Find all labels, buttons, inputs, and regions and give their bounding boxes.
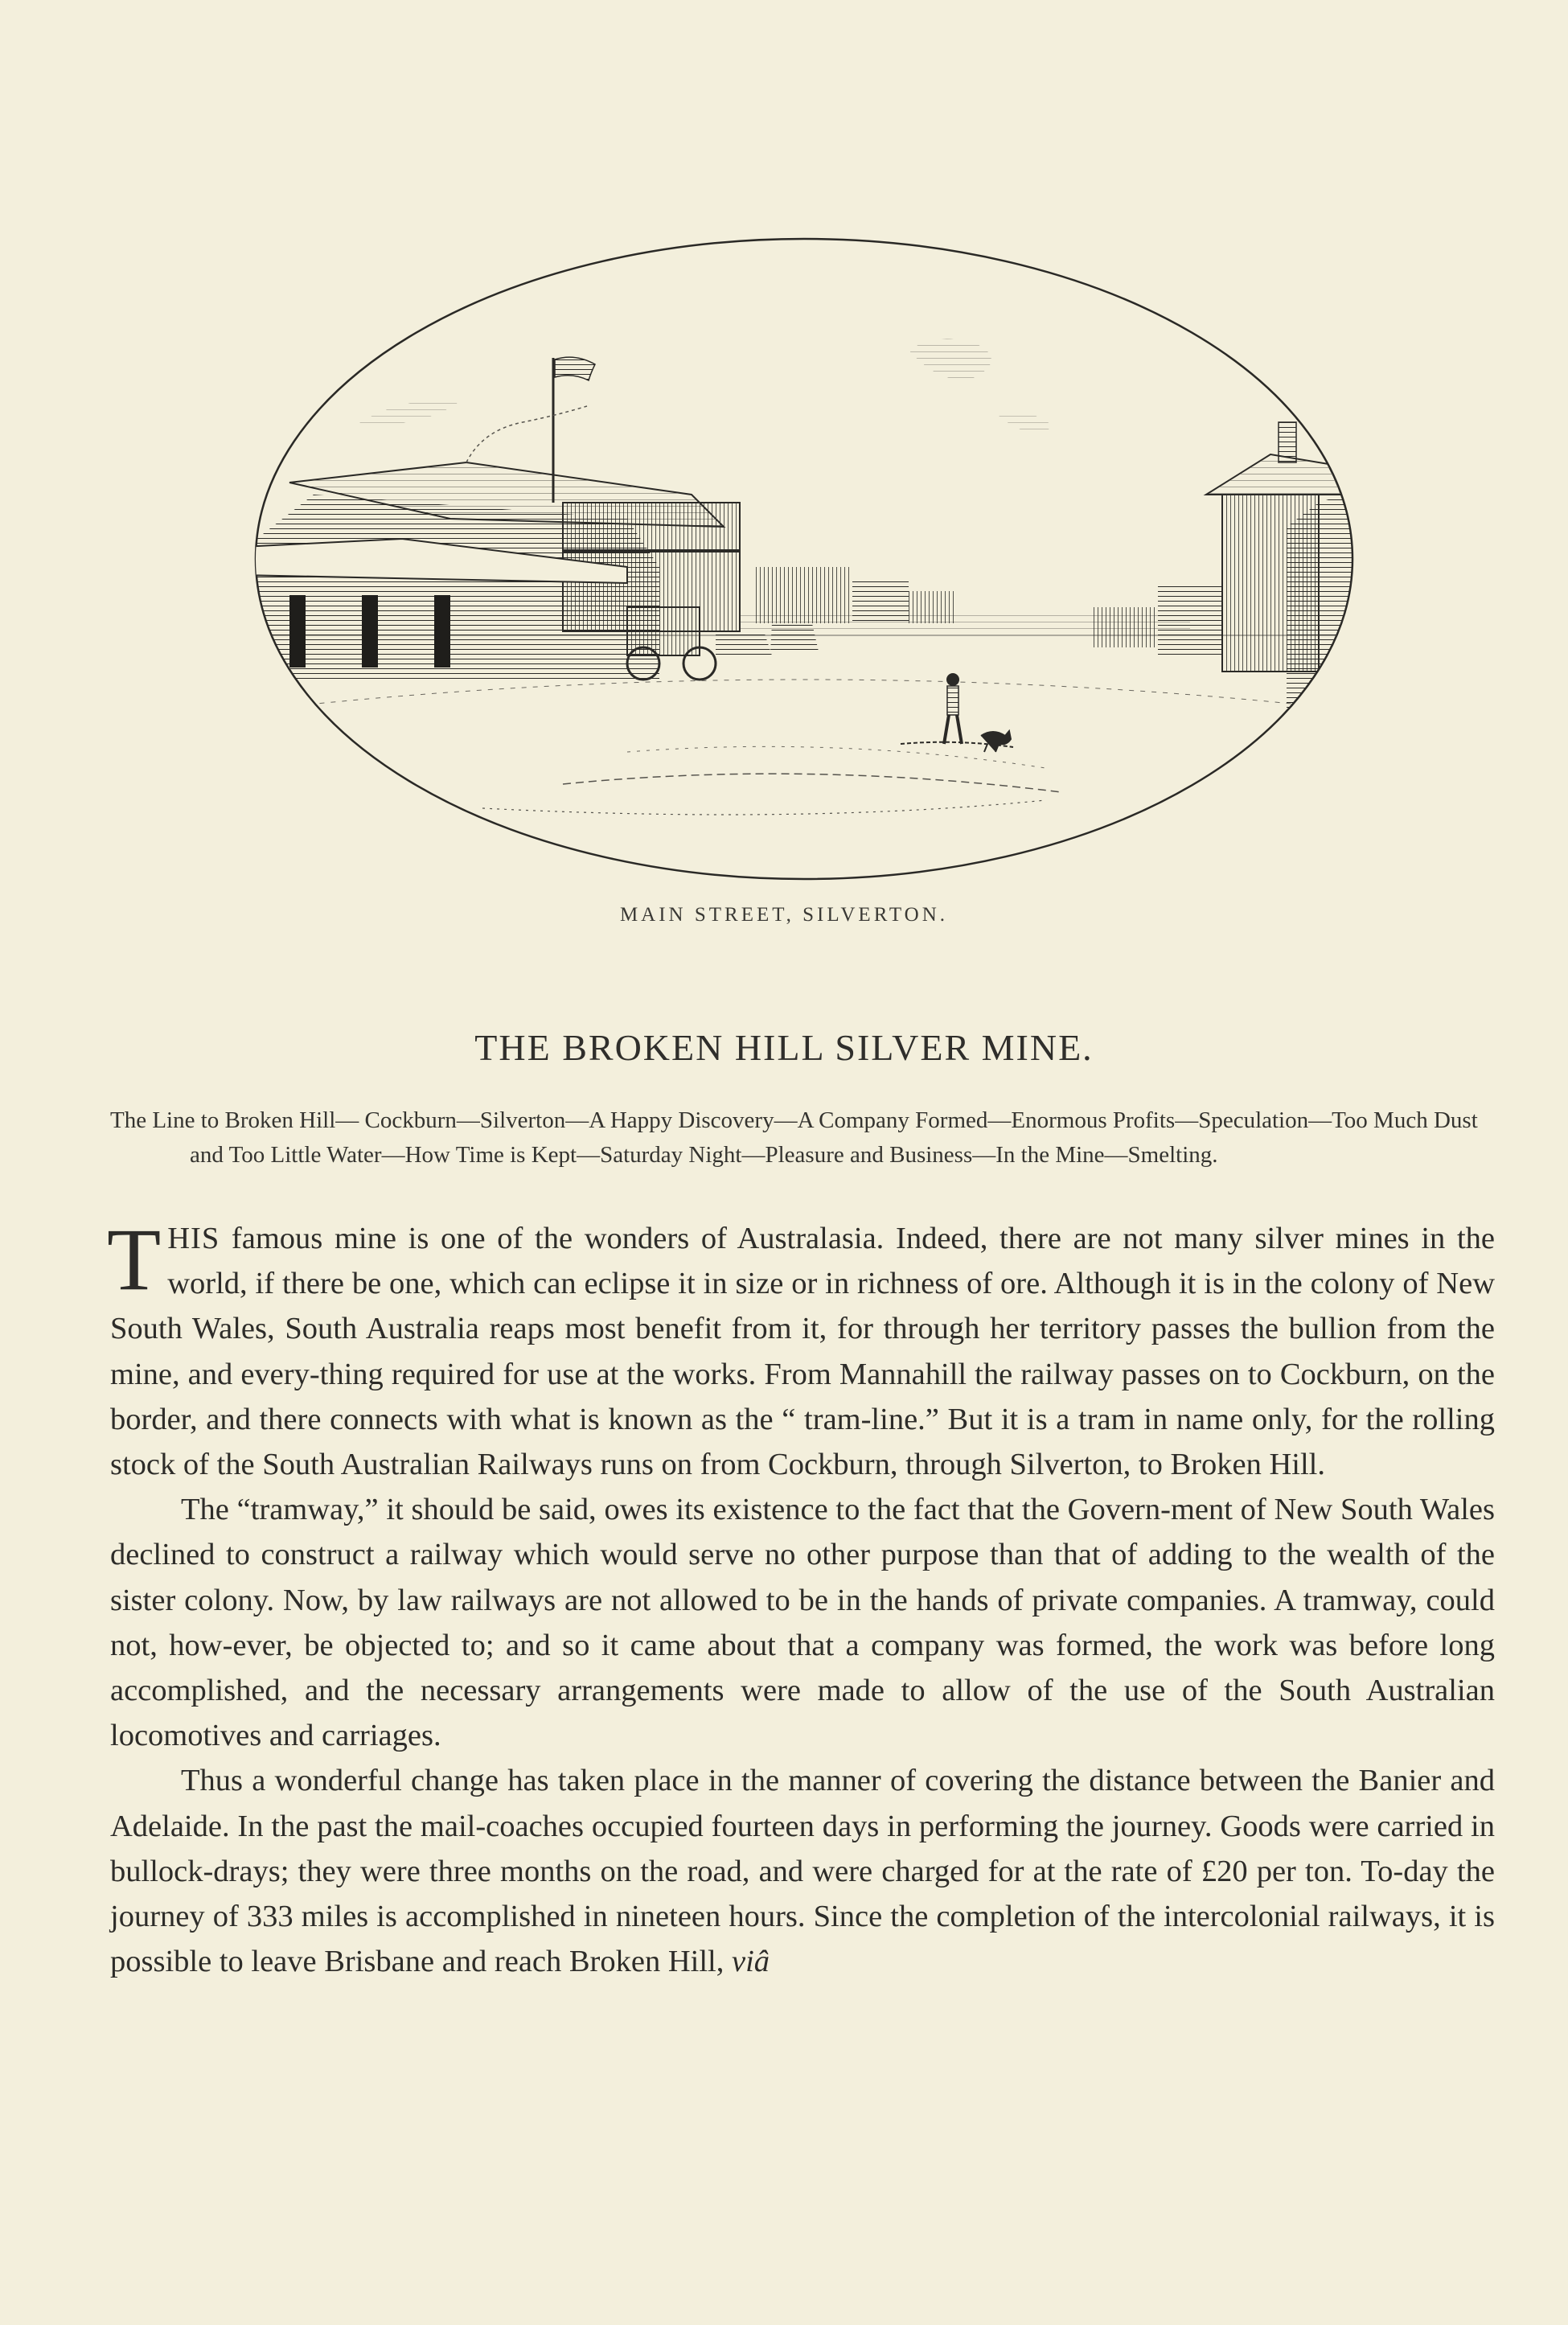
chapter-title: THE BROKEN HILL SILVER MINE. [474,1027,1094,1068]
engraving-image [241,229,1367,889]
paragraph-3-text: Thus a wonderful change has taken place in the manner of covering the distance between the Banier and Adelaide. In the past the mail-coaches occupied fourteen days in performing the journey. Goods were carried in bullock-drays; they were three months on the road, and were charged for at the rate of £20 per ton. To-day the journey of 333 miles is accomplished in nineteen hours. Since the completion of the intercolonial railways, it is possible to leave Brisbane and reach Broken Hill, [110,1764,1495,1979]
paragraph-2: The “tramway,” it should be said, owes its existence to the fact that the Govern-ment of New South Wales declined to construct a railway which would serve no other purpose than that of adding to the wealth of the sister colony. Now, by law railways are not allowed to be in the hands of private companies. A tramway, could not, how-ever, be objected to; and so it came about that a company was formed, the work was before long accomplished, and the necessary arrangements were made to allow of the use of the South Australian locomotives and carriages. [110,1493,1495,1753]
chapter-body [107,1210,1495,1984]
paragraph-3-italic: viâ [732,1945,770,1979]
paragraph-3 [110,1758,1495,1984]
chapter-synopsis: The Line to Broken Hill— Cockburn—Silverton—A Happy Discovery—A Company Formed—Enormous Profits—Speculation—Too Much Dust and Too Little Water—How Time is Kept—Saturday Night—Pleasure and Business—In the Mine—Smelting. [110,1107,1478,1168]
drop-cap: T [107,1210,162,1308]
paragraph-1 [107,1210,1495,1487]
paragraph-1-text: famous mine is one of the wonders of Australasia. Indeed, there are not many silver mines in the world, if there be one, which can eclipse it in size or in richness of ore. Although it is in the colony of New South Wales, South Australia reaps most benefit from it, for through her territory passes the bullion from the mine, and every-thing required for use at the works. From Mannahill the railway passes on to Cockburn, on the border, and there connects with what is known as the “ tram-line.” But it is a tram in name only, for the rolling stock of the South Australian Railways runs on from Cockburn, through Silverton, to Broken Hill. [110,1222,1495,1482]
main-street-illustration [241,229,1367,889]
opening-word: HIS [167,1222,220,1255]
illustration-caption: MAIN STREET, SILVERTON. [619,904,949,926]
